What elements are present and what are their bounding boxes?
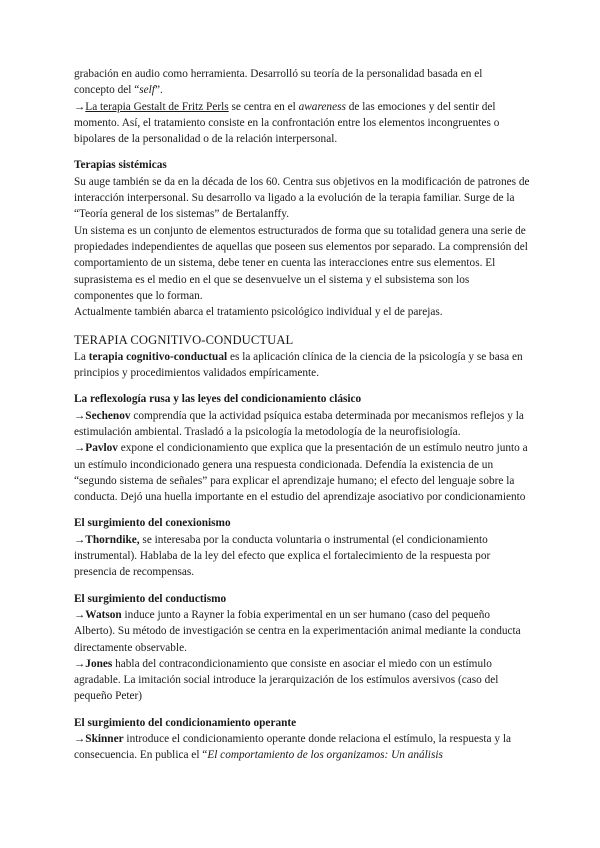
pavlov-name: Pavlov (85, 442, 118, 455)
cbt-intro-pre: La (74, 350, 89, 363)
arrow-icon: → (74, 100, 86, 113)
reflexology-heading: La reflexología rusa y las leyes del condicionamiento clásico (74, 393, 362, 406)
intro-paragraph (74, 66, 530, 99)
systemic-para-2: Un sistema es un conjunto de elementos estructurados de forma que su totalidad genera una serie de propiedades independientes de aquellas que poseen sus elementos por separado. La comprensión del comportamiento de un sistema, debe tener en cuenta las interacciones entre sus elementos. El suprasistema es el medio en el que se desenvuelve un el sistema y el subsistema son los componentes que lo forman. (74, 224, 528, 302)
watson-name: Watson (85, 608, 122, 621)
thorndike-name: Thorndike, (85, 533, 140, 546)
arrow-icon: → (74, 409, 86, 422)
gestalt-text: de las emociones y del sentir del momento. Así, el tratamiento consiste en la confrontación entre los elementos incongruentes o bipolares de la personalidad o de la relación interpersonal. (74, 100, 500, 146)
arrow-icon: → (74, 533, 86, 546)
jones-name: Jones (85, 657, 113, 670)
behaviorism-heading: El surgimiento del conductismo (74, 592, 227, 605)
gestalt-text-pre: se centra en el (228, 100, 299, 113)
cbt-term: terapia cognitivo-conductual (88, 350, 228, 363)
thorndike-paragraph (74, 532, 530, 581)
gestalt-paragraph (74, 99, 530, 148)
operant-heading: El surgimiento del condicionamiento operante (74, 716, 297, 729)
intro-line-2-end: ”. (154, 84, 163, 97)
sechenov-name: Sechenov (85, 409, 131, 422)
skinner-book-title: El comportamiento de los organizamos: Un análisis (207, 749, 443, 762)
thorndike-text: se interesaba por la conducta voluntaria o instrumental (el condicionamiento instrumental). Hablaba de la ley del efecto que explica el fortalecimiento de la respuesta por presencia de recompensas. (74, 533, 491, 579)
cbt-intro (74, 349, 530, 382)
awareness-term: awareness (298, 100, 346, 113)
self-term: self (139, 84, 155, 97)
systemic-para-3: Actualmente también abarca el tratamiento psicológico individual y el de parejas. (74, 306, 443, 319)
watson-text: induce junto a Rayner la fobia experimental en un ser humano (caso del pequeño Alberto). Su método de investigación se centra en la experimentación animal mediante la conducta directamente observable. (74, 608, 521, 654)
arrow-icon: → (74, 608, 86, 621)
arrow-icon: → (74, 657, 86, 670)
pavlov-text: expone el condicionamiento que explica que la presentación de un estímulo neutro junto a un estímulo incondicionado genera una respuesta condicionada. Defendía la existencia de un “segundo sistema de señales” para explicar el aprendizaje humano; el efecto del lenguaje sobre la conducta. Dejó una huella importante en el estudio del aprendizaje asociativo por condicionamiento (74, 442, 528, 504)
arrow-icon: → (74, 732, 86, 745)
systemic-para-1: Su auge también se da en la década de los 60. Centra sus objetivos en la modificación de patrones de interacción interpersonal. Su desarrollo va ligado a la evolución de la terapia familiar. Surge de la “Teoría general de los sistemas” de Bertalanffy. (74, 175, 530, 221)
jones-paragraph (74, 656, 530, 705)
intro-line-1: grabación en audio como herramienta. Desarrolló su teoría de la personalidad basada en el (74, 68, 483, 80)
sechenov-text: comprendía que la actividad psíquica estaba determinada por mecanismos reflejos y la estimulación ambiental. Trasladó a la psicología la metodología de la neurofisiología. (74, 409, 524, 438)
systemic-heading: Terapias sistémicas (74, 159, 167, 172)
arrow-icon: → (74, 442, 86, 455)
jones-text: habla del contracondicionamiento que consiste en asociar el miedo con un estímulo agradable. La imitación social introduce la jerarquización de los estímulos aversivos (caso del pequeño Peter) (74, 657, 499, 703)
pavlov-paragraph (74, 440, 530, 505)
skinner-paragraph (74, 731, 530, 764)
cbt-intro-text: es la aplicación clínica de la ciencia de la psicología y se basa en principios y procedimientos validados empíricamente. (74, 350, 523, 380)
intro-line-2: concepto del “ (74, 84, 140, 97)
sechenov-paragraph (74, 408, 530, 441)
gestalt-link[interactable]: La terapia Gestalt de Fritz Perls (85, 100, 229, 113)
skinner-text: introduce el condicionamiento operante donde relaciona el estímulo, la respuesta y la consecuencia. En publica el “ (74, 732, 512, 762)
skinner-name: Skinner (85, 732, 124, 745)
connectionism-heading: El surgimiento del conexionismo (74, 517, 231, 530)
watson-paragraph (74, 607, 530, 656)
cbt-title: TERAPIA COGNITIVO-CONDUCTUAL (74, 333, 294, 348)
